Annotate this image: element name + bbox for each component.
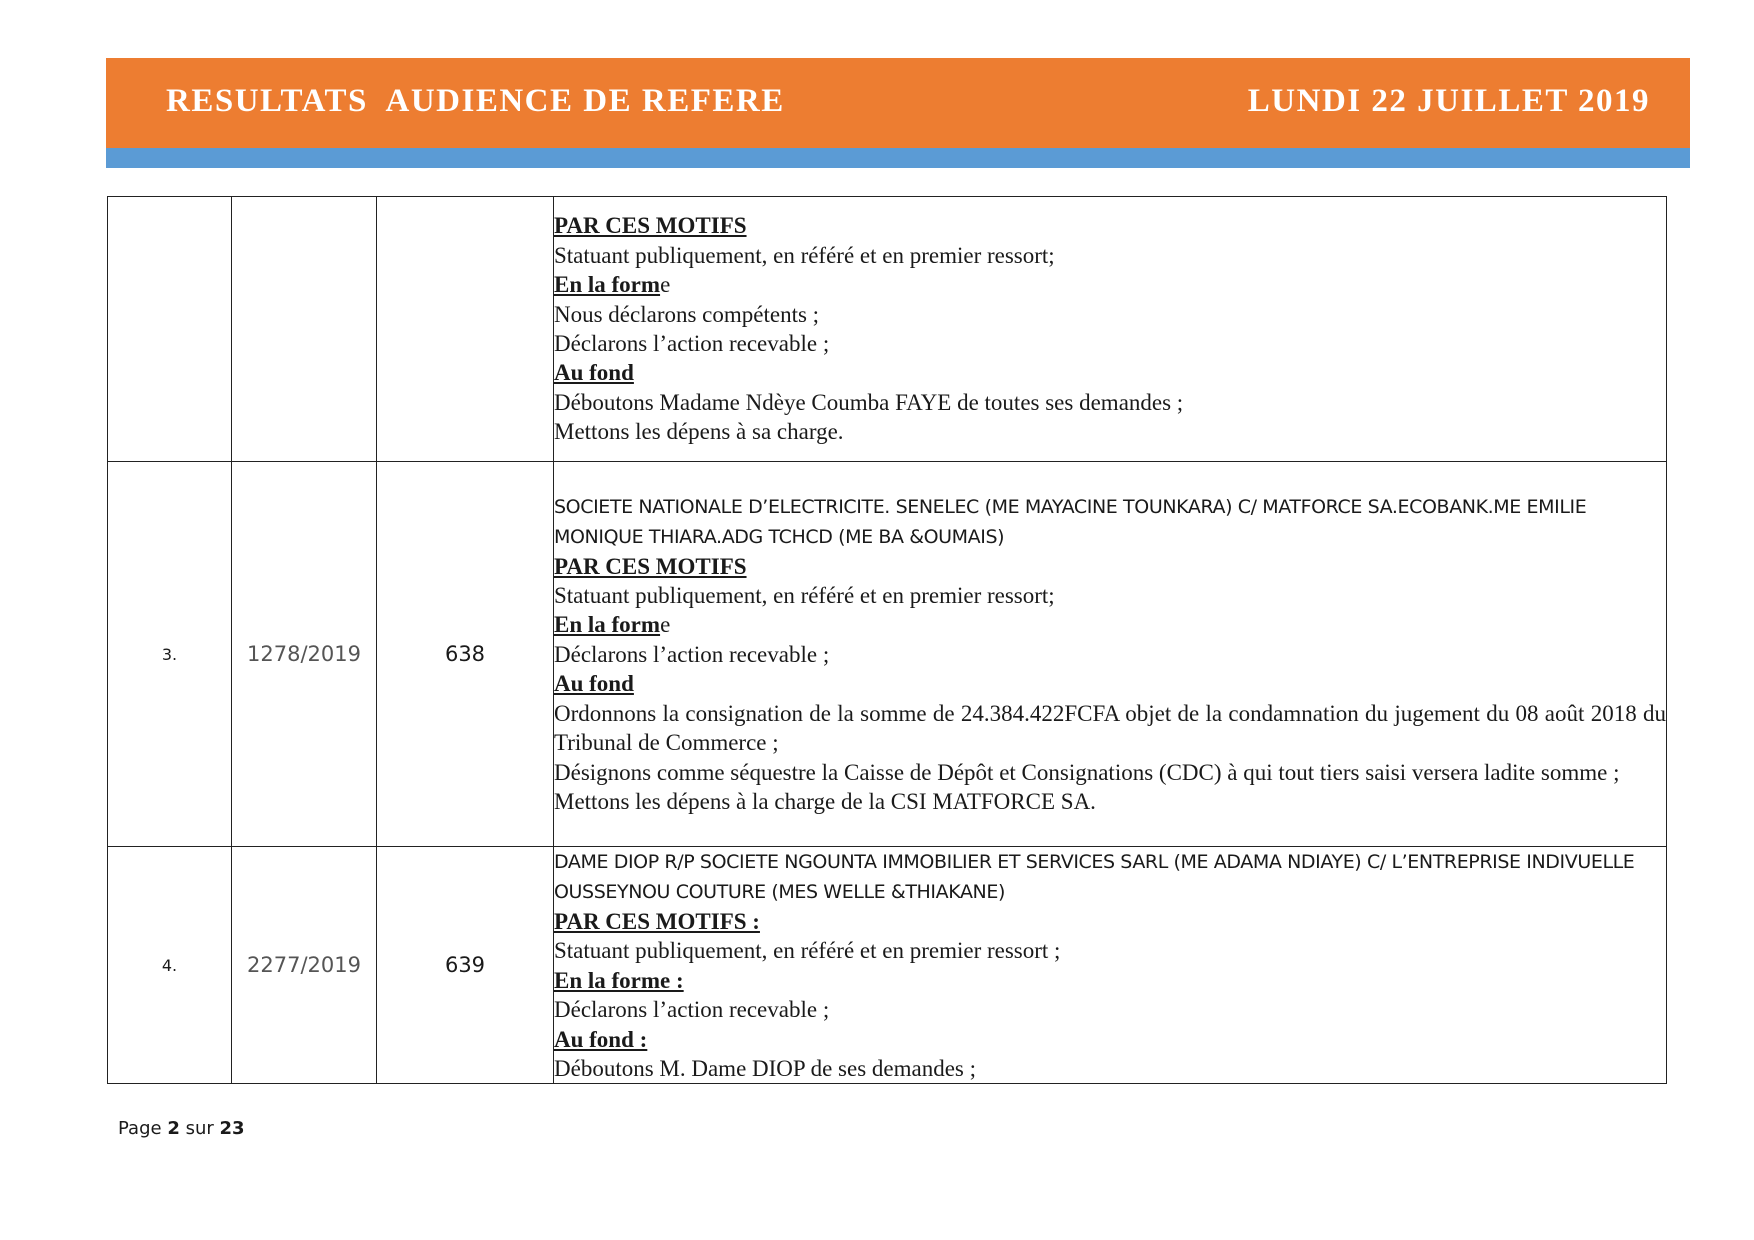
- decision-cell: [554, 462, 1667, 847]
- total-pages: 23: [219, 1118, 245, 1139]
- section-heading-tail: e: [660, 612, 671, 638]
- section-heading: PAR CES MOTIFS :: [554, 909, 760, 934]
- decision-line: Statuant publiquement, en référé et en premier ressort ;: [554, 938, 1061, 964]
- section-heading-line: [554, 907, 1666, 936]
- results-table: [107, 196, 1667, 1084]
- section-heading: PAR CES MOTIFS: [554, 213, 747, 239]
- decision-line: Déboutons M. Dame DIOP de ses demandes ;: [554, 1056, 977, 1082]
- case-parties: SOCIETE NATIONALE D’ELECTRICITE. SENELEC (ME MAYACINE TOUNKARA) C/ MATFORCE SA.ECOBANK.ME EMILIE MONIQUE THIARA.ADG TCHCD (ME BA &OUMAIS): [554, 495, 1587, 548]
- section-heading-line: [554, 669, 1666, 698]
- decision-cell: [554, 197, 1667, 462]
- decision-cell: [554, 847, 1667, 1084]
- decision-line: Mettons les dépens à la charge de la CSI MATFORCE SA.: [554, 788, 1096, 814]
- document-title: RESULTATS AUDIENCE DE REFERE: [166, 83, 785, 119]
- case-number-cell: 4.: [108, 847, 232, 1084]
- registry-number-cell: [232, 197, 377, 462]
- section-heading-line: [554, 211, 1666, 240]
- order-number-cell: 639: [377, 847, 554, 1084]
- section-heading: En la forme :: [554, 967, 684, 993]
- decision-line: Ordonnons la consignation de la somme de 24.384.422FCFA objet de la condamnation du jugement du 08 août 2018 du Tribunal de Commerce ;: [554, 700, 1666, 756]
- decision-line: Mettons les dépens à sa charge.: [554, 419, 844, 445]
- order-number-cell: [377, 197, 554, 462]
- case-number-cell: [108, 197, 232, 462]
- section-heading: Au fond: [554, 360, 634, 386]
- header-banner: [106, 58, 1690, 148]
- footer-middle: sur: [179, 1118, 220, 1139]
- section-heading-line: [554, 966, 1666, 995]
- decision-line: Nous déclarons compétents ;: [554, 301, 820, 327]
- order-number-cell: 638: [377, 462, 554, 847]
- registry-number-cell: 1278/2019: [232, 462, 377, 847]
- decision-line: Déclarons l’action recevable ;: [554, 331, 830, 356]
- decision-line: Déclarons l’action recevable ;: [554, 997, 830, 1023]
- page-footer: [118, 1118, 245, 1139]
- decision-line: Déclarons l’action recevable ;: [554, 641, 830, 667]
- decision-line: Statuant publiquement, en référé et en premier ressort;: [554, 242, 1055, 268]
- decision-line: Désignons comme séquestre la Caisse de Dépôt et Consignations (CDC) à qui tout tiers saisi versera ladite somme ;: [554, 759, 1620, 785]
- section-heading: Au fond :: [554, 1026, 648, 1052]
- section-heading-line: [554, 358, 1666, 387]
- section-heading: PAR CES MOTIFS: [554, 553, 747, 579]
- section-heading: Au fond: [554, 671, 634, 697]
- decision-line: Statuant publiquement, en référé et en premier ressort;: [554, 583, 1055, 609]
- current-page: 2: [167, 1118, 180, 1139]
- section-heading-tail: e: [660, 272, 671, 298]
- section-heading-line: [554, 552, 1666, 581]
- table-row: [108, 847, 1667, 1084]
- table-row: [108, 197, 1667, 462]
- table-row: [108, 462, 1667, 847]
- case-number-cell: 3.: [108, 462, 232, 847]
- section-heading: En la form: [554, 612, 661, 638]
- hearing-date: LUNDI 22 JUILLET 2019: [1247, 83, 1650, 119]
- section-heading-line: [554, 610, 1666, 639]
- header-accent-bar: [106, 148, 1690, 168]
- footer-prefix: Page: [118, 1118, 168, 1139]
- decision-line: Déboutons Madame Ndèye Coumba FAYE de toutes ses demandes ;: [554, 389, 1184, 415]
- section-heading-line: [554, 270, 1666, 299]
- section-heading: En la form: [554, 272, 661, 298]
- section-heading-line: [554, 1025, 1666, 1054]
- registry-number-cell: 2277/2019: [232, 847, 377, 1084]
- case-parties: DAME DIOP R/P SOCIETE NGOUNTA IMMOBILIER ET SERVICES SARL (ME ADAMA NDIAYE) C/ L’ENTREPRISE INDIVUELLE OUSSEYNOU COUTURE (MES WELLE &THIAKANE): [554, 851, 1635, 903]
